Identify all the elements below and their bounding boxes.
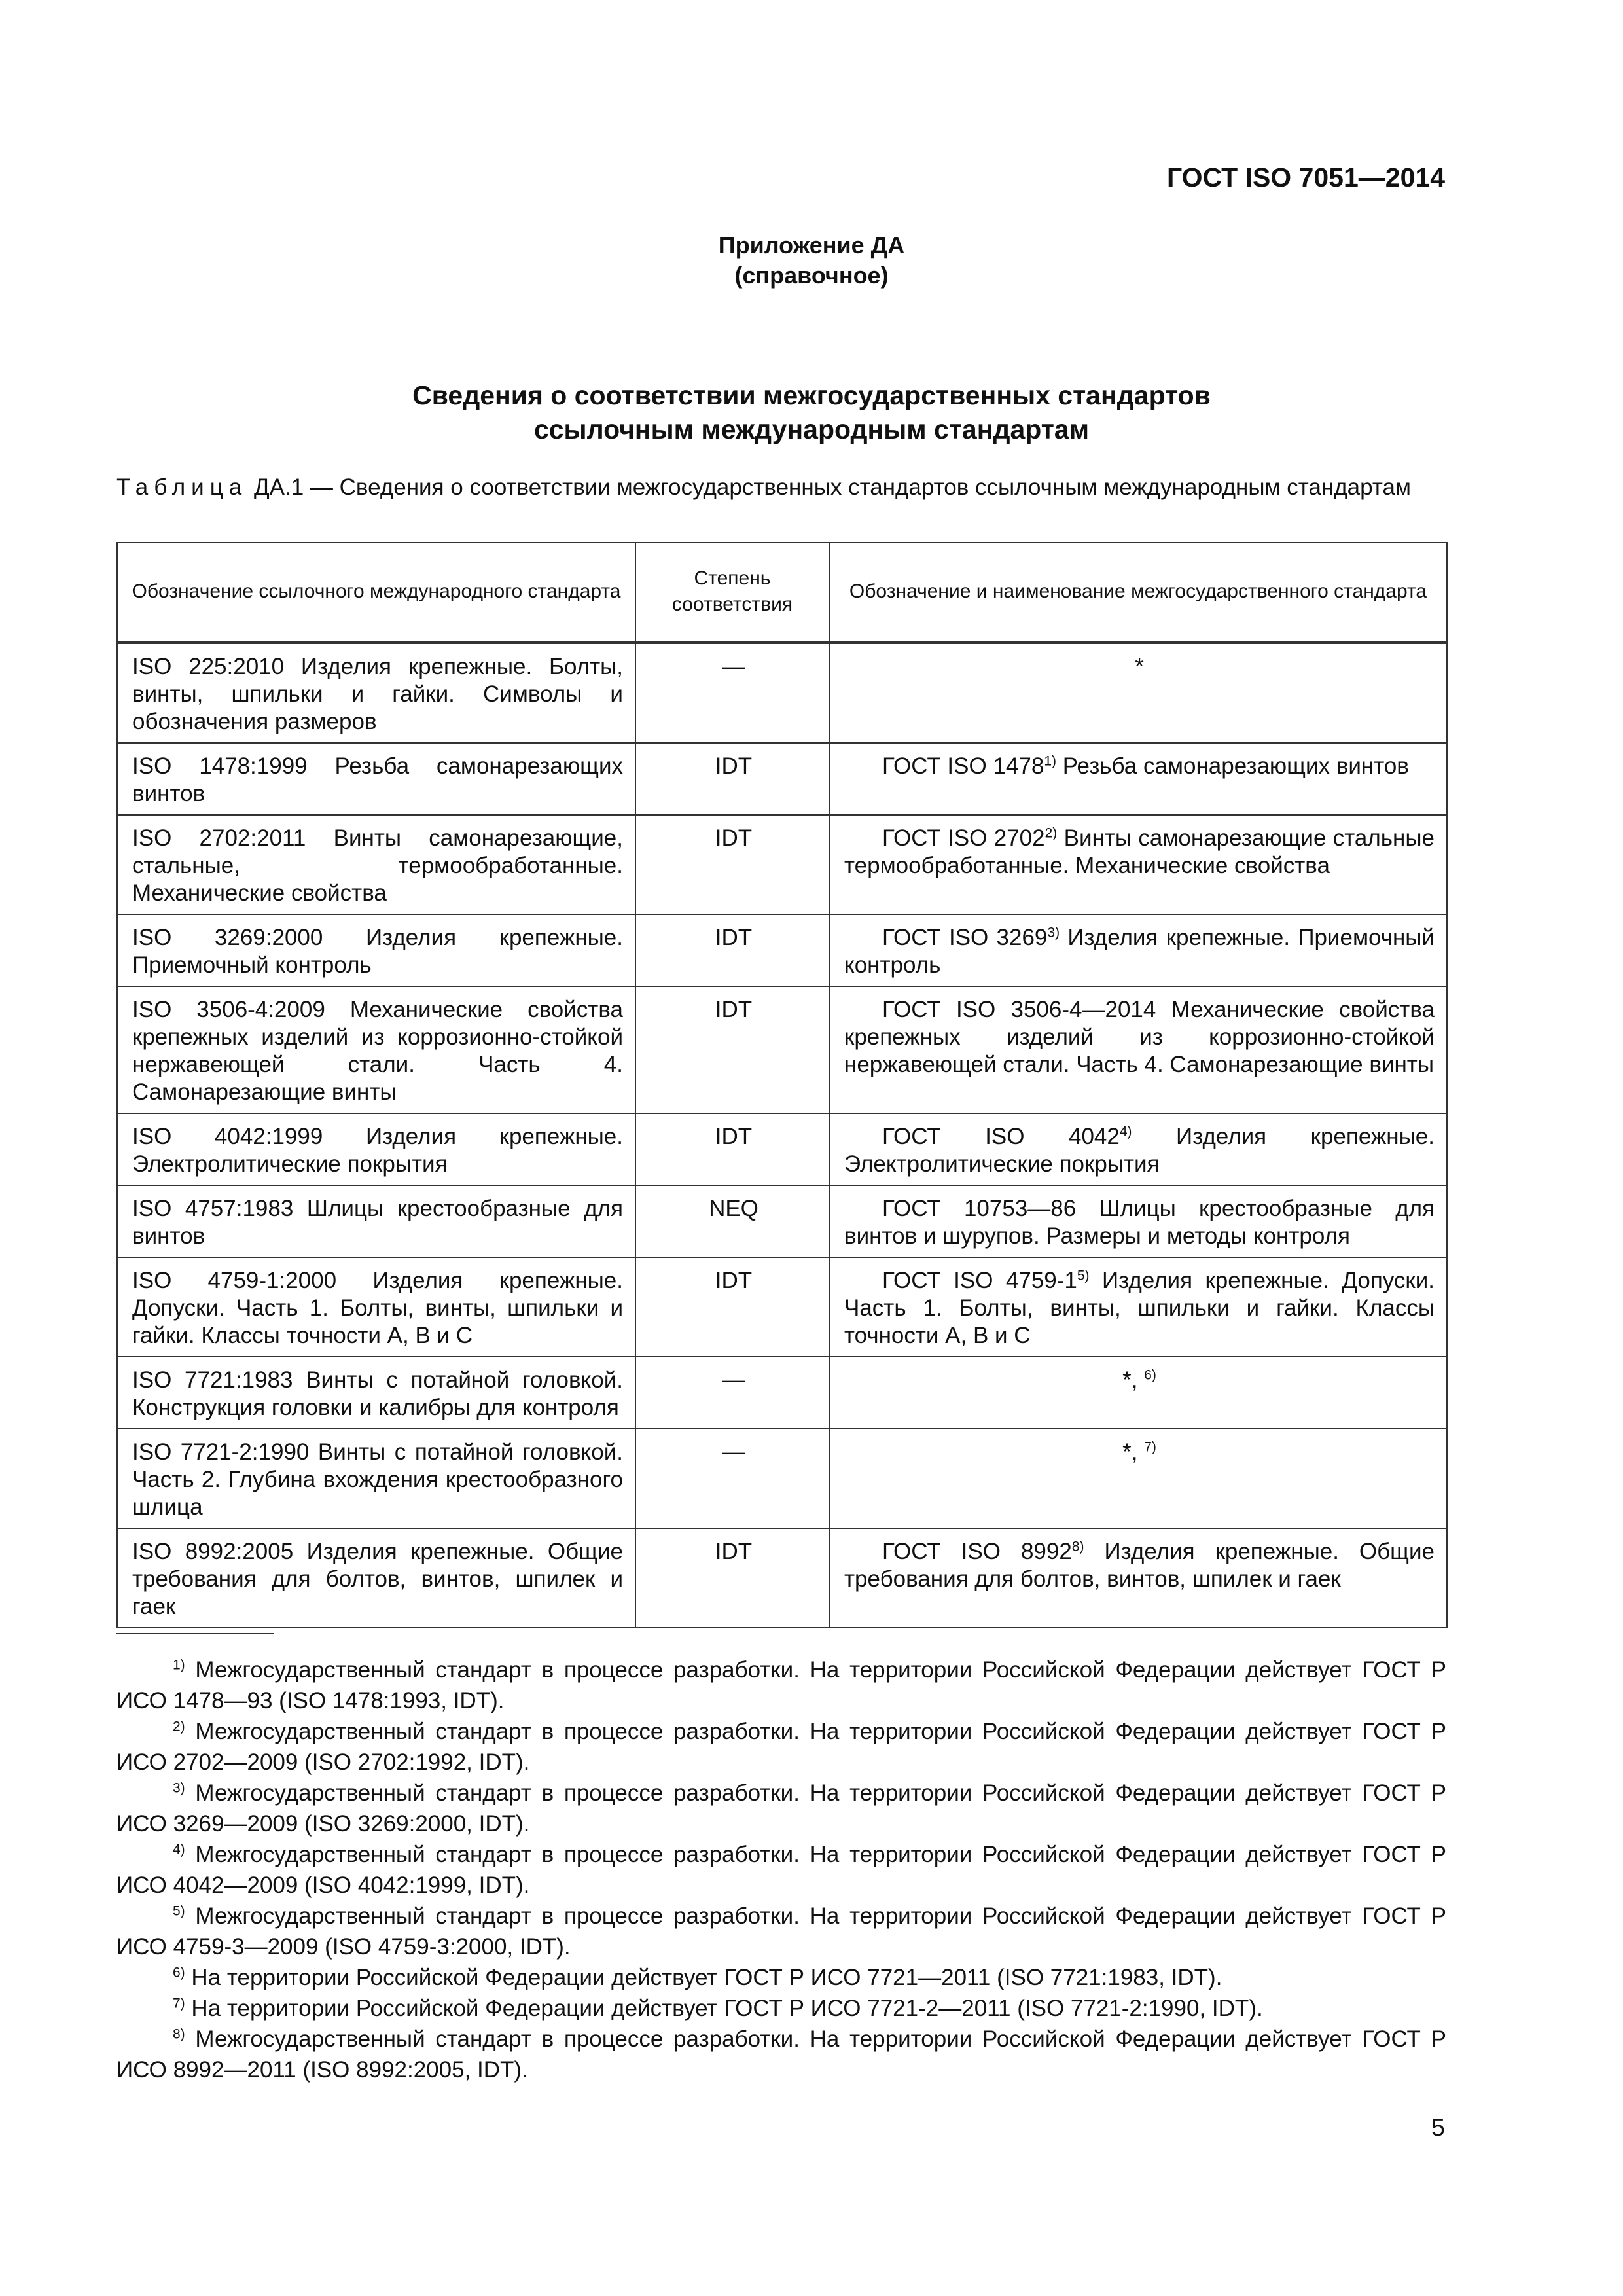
- footnote-mark: 8): [173, 2026, 185, 2042]
- footnote-text: Межгосударственный стандарт в процессе разработки. На территории Российской Федерации действует ГОСТ Р ИСО 1478—93 (ISO 1478:1993, IDT).: [116, 1657, 1446, 1713]
- table-row: [117, 1528, 1447, 1628]
- section-title-line-2: ссылочным международным стандартам: [533, 414, 1090, 444]
- cell-degree: NEQ: [635, 1185, 829, 1257]
- standard-code: ГОСТ ISO 3506-4—2014: [882, 996, 1156, 1022]
- footnote-text: Межгосударственный стандарт в процессе разработки. На территории Российской Федерации действует ГОСТ Р ИСО 4042—2009 (ISO 4042:1999, IDT).: [116, 1842, 1446, 1898]
- appendix-heading: [0, 230, 1623, 291]
- standard-code: ГОСТ ISO 3269: [882, 924, 1048, 950]
- appendix-title: Приложение ДА: [718, 232, 905, 259]
- standard-title: Изделия крепежные. Электролитические покрытия: [844, 1123, 1435, 1177]
- cell-degree: —: [635, 1357, 829, 1429]
- cell-international-standard: ISO 4757:1983 Шлицы крестообразные для винтов: [117, 1185, 635, 1257]
- footnote-text: Межгосударственный стандарт в процессе разработки. На территории Российской Федерации действует ГОСТ Р ИСО 3269—2009 (ISO 3269:2000, IDT).: [116, 1780, 1446, 1837]
- footnote-text: Межгосударственный стандарт в процессе разработки. На территории Российской Федерации действует ГОСТ Р ИСО 2702—2009 (ISO 2702:1992, IDT).: [116, 1719, 1446, 1775]
- footnote: [116, 1778, 1446, 1839]
- cell-interstate-standard: [829, 743, 1447, 815]
- cell-interstate-standard: [829, 1185, 1447, 1257]
- table-row: [117, 743, 1447, 815]
- footnote-ref: 1): [1044, 753, 1056, 768]
- footnote-ref: 3): [1047, 924, 1060, 940]
- standard-code: ГОСТ ISO 8992: [882, 1538, 1072, 1564]
- no-standard-mark: *,: [1122, 1439, 1138, 1465]
- standard-code: ГОСТ ISO 2702: [882, 825, 1045, 851]
- no-standard-mark: *: [1135, 653, 1144, 679]
- table-row: [117, 914, 1447, 986]
- standard-code: ГОСТ ISO 4042: [882, 1123, 1120, 1149]
- footnote-mark: 5): [173, 1903, 185, 1919]
- document-code: ГОСТ ISO 7051—2014: [1166, 162, 1445, 192]
- table-row: [117, 1113, 1447, 1185]
- cell-degree: IDT: [635, 1113, 829, 1185]
- section-title: [0, 378, 1623, 446]
- header-interstate-standard: Обозначение и наименование межгосударственного стандарта: [829, 543, 1447, 642]
- footnote-ref: 7): [1144, 1439, 1156, 1454]
- standard-code: ГОСТ ISO 4759-1: [882, 1267, 1077, 1293]
- cell-interstate-standard: [829, 642, 1447, 743]
- cell-international-standard: ISO 2702:2011 Винты самонарезающие, стальные, термообработанные. Механические свойства: [117, 815, 635, 914]
- cell-degree: IDT: [635, 914, 829, 986]
- footnote-ref: 8): [1071, 1538, 1084, 1554]
- cell-degree: —: [635, 1429, 829, 1528]
- table-header-row: [117, 543, 1447, 642]
- cell-interstate-standard: [829, 1113, 1447, 1185]
- footnote: [116, 1716, 1446, 1778]
- footnote-mark: 7): [173, 1996, 185, 2011]
- footnote-text: На территории Российской Федерации действует ГОСТ Р ИСО 7721—2011 (ISO 7721:1983, IDT).: [191, 1965, 1222, 1990]
- cell-degree: IDT: [635, 986, 829, 1113]
- correspondence-table: [116, 542, 1448, 1628]
- footnote: [116, 1839, 1446, 1901]
- cell-international-standard: ISO 225:2010 Изделия крепежные. Болты, винты, шпильки и гайки. Символы и обозначения размеров: [117, 642, 635, 743]
- standard-title: Винты самонарезающие стальные термообработанные. Механические свойства: [844, 825, 1435, 878]
- cell-international-standard: ISO 7721-2:1990 Винты с потайной головкой. Часть 2. Глубина вхождения крестообразного шлица: [117, 1429, 635, 1528]
- table-row: [117, 1257, 1447, 1357]
- standard-title: Изделия крепежные. Приемочный контроль: [844, 924, 1435, 978]
- standard-title: Изделия крепежные. Общие требования для болтов, винтов, шпилек и гаек: [844, 1538, 1435, 1592]
- table-row: [117, 1185, 1447, 1257]
- table-row: [117, 986, 1447, 1113]
- table-row: [117, 815, 1447, 914]
- cell-international-standard: ISO 7721:1983 Винты с потайной головкой. Конструкция головки и калибры для контроля: [117, 1357, 635, 1429]
- table-row: [117, 1357, 1447, 1429]
- cell-international-standard: ISO 8992:2005 Изделия крепежные. Общие требования для болтов, винтов, шпилек и гаек: [117, 1528, 635, 1628]
- section-title-line-1: Сведения о соответствии межгосударственных стандартов: [412, 380, 1211, 410]
- page-number: 5: [1431, 2114, 1445, 2142]
- footnote: [116, 2024, 1446, 2085]
- cell-interstate-standard: [829, 815, 1447, 914]
- cell-interstate-standard: [829, 1429, 1447, 1528]
- footnotes: [116, 1655, 1446, 2085]
- footnote-mark: 1): [173, 1657, 185, 1673]
- standard-title: Изделия крепежные. Допуски. Часть 1. Болты, винты, шпильки и гайки. Классы точности А, В и С: [844, 1267, 1435, 1348]
- footnote-text: Межгосударственный стандарт в процессе разработки. На территории Российской Федерации действует ГОСТ Р ИСО 4759-3—2009 (ISO 4759-3:2000, IDT).: [116, 1903, 1446, 1960]
- standard-title: Механические свойства крепежных изделий из коррозионно-стойкой нержавеющей стали. Часть 4. Самонарезающие винты: [844, 996, 1435, 1077]
- footnote-text: На территории Российской Федерации действует ГОСТ Р ИСО 7721-2—2011 (ISO 7721-2:1990, IDT).: [191, 1996, 1263, 2021]
- footnote-ref: 2): [1044, 825, 1058, 840]
- footnote: [116, 1901, 1446, 1962]
- footnote-mark: 2): [173, 1719, 185, 1734]
- cell-interstate-standard: [829, 914, 1447, 986]
- cell-degree: IDT: [635, 743, 829, 815]
- footnote-mark: 6): [173, 1965, 185, 1981]
- standard-code: ГОСТ ISO 1478: [882, 753, 1044, 779]
- standard-title: Шлицы крестообразные для винтов и шурупов. Размеры и методы контроля: [844, 1195, 1435, 1249]
- standard-title: Резьба самонарезающих винтов: [1062, 753, 1409, 779]
- cell-degree: IDT: [635, 1257, 829, 1357]
- footnote-ref: 4): [1119, 1123, 1132, 1139]
- cell-international-standard: ISO 4759-1:2000 Изделия крепежные. Допуски. Часть 1. Болты, винты, шпильки и гайки. Классы точности А, В и С: [117, 1257, 635, 1357]
- footnote-mark: 4): [173, 1842, 185, 1857]
- appendix-subtitle: (справочное): [734, 262, 889, 289]
- table-caption-label: Таблица: [116, 475, 248, 500]
- cell-interstate-standard: [829, 1357, 1447, 1429]
- no-standard-mark: *,: [1122, 1367, 1138, 1393]
- header-international-standard: Обозначение ссылочного международного стандарта: [117, 543, 635, 642]
- cell-interstate-standard: [829, 1257, 1447, 1357]
- cell-degree: IDT: [635, 1528, 829, 1628]
- table-caption-text: ДА.1 — Сведения о соответствии межгосударственных стандартов ссылочным международным стандартам: [253, 475, 1411, 500]
- cell-international-standard: ISO 3506-4:2009 Механические свойства крепежных изделий из коррозионно-стойкой нержавеющей стали. Часть 4. Самонарезающие винты: [117, 986, 635, 1113]
- footnote-separator: [116, 1633, 274, 1634]
- footnote-ref: 5): [1077, 1267, 1090, 1283]
- footnote-ref: 6): [1144, 1367, 1156, 1382]
- table-row: [117, 642, 1447, 743]
- footnote: [116, 1962, 1446, 1993]
- table-caption: [116, 474, 1445, 501]
- cell-international-standard: ISO 1478:1999 Резьба самонарезающих винтов: [117, 743, 635, 815]
- cell-interstate-standard: [829, 986, 1447, 1113]
- cell-international-standard: ISO 4042:1999 Изделия крепежные. Электролитические покрытия: [117, 1113, 635, 1185]
- standard-code: ГОСТ 10753—86: [882, 1195, 1077, 1221]
- footnote-text: Межгосударственный стандарт в процессе разработки. На территории Российской Федерации действует ГОСТ Р ИСО 8992—2011 (ISO 8992:2005, IDT).: [116, 2026, 1446, 2083]
- cell-interstate-standard: [829, 1528, 1447, 1628]
- cell-degree: IDT: [635, 815, 829, 914]
- footnote-mark: 3): [173, 1780, 185, 1796]
- footnote: [116, 1655, 1446, 1716]
- table-row: [117, 1429, 1447, 1528]
- header-degree-of-correspondence: Степень соответствия: [635, 543, 829, 642]
- footnote: [116, 1993, 1446, 2024]
- cell-degree: —: [635, 642, 829, 743]
- cell-international-standard: ISO 3269:2000 Изделия крепежные. Приемочный контроль: [117, 914, 635, 986]
